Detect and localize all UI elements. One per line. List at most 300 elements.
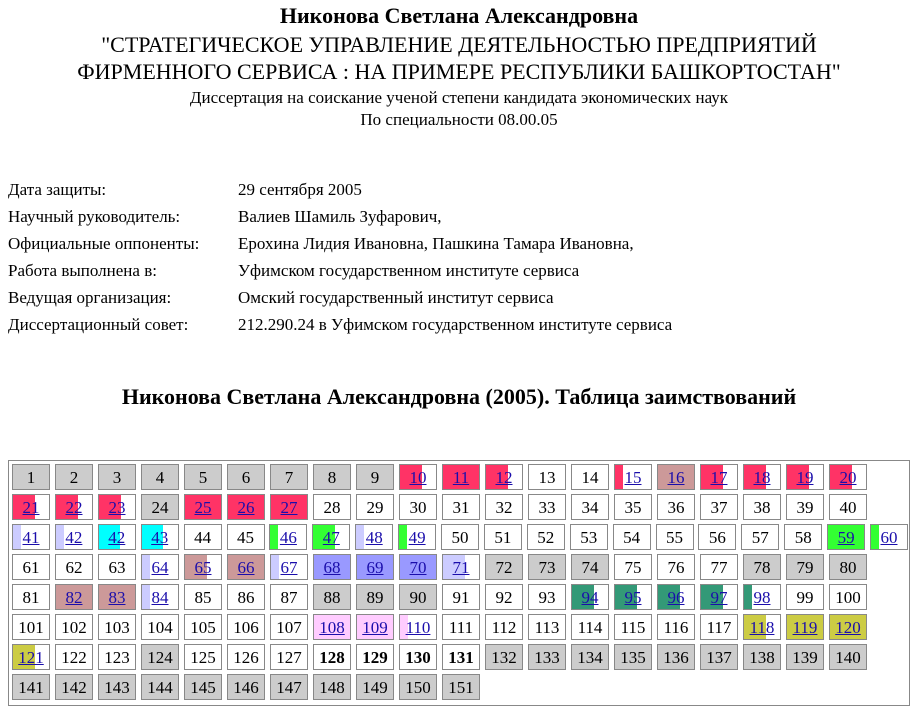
table-cell: [657, 554, 695, 580]
page-number: 112: [491, 618, 517, 637]
page-number: 36: [667, 498, 685, 517]
table-cell: [442, 584, 480, 610]
table-cell[interactable]: [98, 524, 136, 550]
page-number: 29: [366, 498, 384, 517]
table-cell: [399, 494, 437, 520]
page-number: 86: [237, 588, 255, 607]
table-cell: [12, 554, 50, 580]
table-cell: [698, 524, 736, 550]
table-cell: [313, 674, 351, 700]
table-cell[interactable]: [356, 614, 394, 640]
page-link[interactable]: 15: [624, 468, 642, 487]
page-link[interactable]: 69: [366, 558, 384, 577]
info-value: 29 сентября 2005: [238, 180, 362, 199]
page-number: 140: [835, 648, 861, 667]
page-link[interactable]: 66: [237, 558, 255, 577]
table-cell: [227, 584, 265, 610]
page-number: 34: [581, 498, 599, 517]
borrowings-grid: [8, 460, 910, 706]
page-number: 80: [839, 558, 857, 577]
page-link[interactable]: 121: [18, 648, 44, 667]
page-number: 102: [61, 618, 87, 637]
page-number: 148: [319, 678, 345, 697]
page-link[interactable]: 95: [624, 588, 642, 607]
page-number: 75: [624, 558, 642, 577]
table-cell: [743, 644, 781, 670]
table-cell: [356, 464, 394, 490]
table-cell[interactable]: [657, 464, 695, 490]
page-number: 117: [706, 618, 732, 637]
page-number: 137: [706, 648, 732, 667]
page-link[interactable]: 96: [667, 588, 685, 607]
table-cell: [12, 674, 50, 700]
table-cell: [12, 614, 50, 640]
page-link[interactable]: 23: [108, 498, 126, 517]
color-stripe: [142, 555, 150, 579]
page-number: 138: [749, 648, 775, 667]
table-cell[interactable]: [12, 524, 50, 550]
page-number: 63: [108, 558, 126, 577]
page-number: 91: [452, 588, 470, 607]
table-cell: [528, 464, 566, 490]
page-number: 127: [276, 648, 302, 667]
table-cell: [829, 554, 867, 580]
borrowings-table-title: Никонова Светлана Александровна (2005). Таблица заимствований: [121, 384, 797, 409]
table-cell: [528, 494, 566, 520]
table-cell[interactable]: [399, 614, 437, 640]
page-number: 33: [538, 498, 556, 517]
table-cell: [786, 644, 824, 670]
table-cell[interactable]: [786, 614, 824, 640]
table-cell: [141, 644, 179, 670]
table-cell: [184, 584, 222, 610]
table-cell: [227, 614, 265, 640]
table-cell: [184, 524, 222, 550]
color-stripe: [270, 525, 278, 549]
table-cell[interactable]: [743, 584, 781, 610]
table-cell: [98, 464, 136, 490]
info-row: [8, 203, 672, 230]
page-link[interactable]: 67: [280, 558, 298, 577]
table-cell[interactable]: [312, 524, 350, 550]
table-cell[interactable]: [55, 494, 93, 520]
table-cell: [700, 494, 738, 520]
page-number: 74: [581, 558, 599, 577]
page-link[interactable]: 59: [837, 528, 855, 547]
page-number: 3: [112, 468, 122, 487]
page-number: 90: [409, 588, 427, 607]
info-row: [8, 311, 672, 338]
specialty-text: По специальности 08.00.05: [360, 110, 558, 129]
table-cell: [784, 524, 822, 550]
page-link[interactable]: 83: [108, 588, 126, 607]
table-cell: [270, 464, 308, 490]
page-number: 104: [147, 618, 173, 637]
page-link[interactable]: 71: [452, 558, 470, 577]
page-number: 81: [22, 588, 40, 607]
page-number: 61: [22, 558, 40, 577]
table-cell: [657, 644, 695, 670]
table-cell: [485, 554, 523, 580]
table-cell[interactable]: [442, 554, 480, 580]
page-link[interactable]: 41: [22, 528, 40, 547]
page-number: 133: [534, 648, 560, 667]
color-stripe: [13, 525, 21, 549]
table-cell: [614, 644, 652, 670]
info-value: Ерохина Лидия Ивановна, Пашкина Тамара Ивановна,: [238, 234, 634, 253]
page-number: 54: [623, 528, 641, 547]
table-cell: [571, 614, 609, 640]
page-number: 13: [538, 468, 556, 487]
color-stripe: [356, 525, 364, 549]
color-stripe: [56, 525, 64, 549]
page-link[interactable]: 16: [667, 468, 685, 487]
page-link[interactable]: 82: [65, 588, 83, 607]
page-number: 40: [839, 498, 857, 517]
table-cell[interactable]: [184, 554, 222, 580]
table-cell[interactable]: [313, 554, 351, 580]
info-label: Работа выполнена в:: [8, 261, 157, 280]
table-cell: [829, 584, 867, 610]
page-number: 37: [710, 498, 728, 517]
page-number: 107: [276, 618, 302, 637]
table-cell[interactable]: [743, 464, 781, 490]
page-link[interactable]: 43: [151, 528, 169, 547]
table-cell: [700, 644, 738, 670]
page-number: 38: [753, 498, 771, 517]
table-cell: [527, 524, 565, 550]
page-number: 73: [538, 558, 556, 577]
page-number: 5: [198, 468, 208, 487]
page-number: 4: [155, 468, 165, 487]
table-cell: [571, 554, 609, 580]
table-cell[interactable]: [141, 584, 179, 610]
table-cell: [442, 674, 480, 700]
table-cell[interactable]: [399, 464, 437, 490]
color-stripe: [744, 585, 752, 609]
page-link[interactable]: 27: [280, 498, 298, 517]
page-link[interactable]: 64: [151, 558, 169, 577]
page-number: 62: [65, 558, 83, 577]
info-value: Уфимском государственном институте сервиса: [238, 261, 580, 280]
table-cell: [614, 494, 652, 520]
table-cell: [485, 614, 523, 640]
table-cell: [656, 524, 694, 550]
page-number: 145: [190, 678, 216, 697]
page-link[interactable]: 22: [65, 498, 83, 517]
page-link[interactable]: 11: [452, 468, 470, 487]
page-link[interactable]: 20: [839, 468, 857, 487]
page-number: 99: [796, 588, 814, 607]
table-cell: [270, 674, 308, 700]
table-cell[interactable]: [700, 584, 738, 610]
page-number: 123: [104, 648, 130, 667]
table-cell[interactable]: [442, 464, 480, 490]
page-number: 35: [624, 498, 642, 517]
table-cell: [571, 644, 609, 670]
table-cell: [613, 524, 651, 550]
page-number: 30: [409, 498, 427, 517]
table-cell: [12, 584, 50, 610]
page-link[interactable]: 120: [835, 618, 861, 637]
table-cell[interactable]: [55, 584, 93, 610]
info-row: [8, 257, 672, 284]
info-value: 212.290.24 в Уфимском государственном институте сервиса: [238, 315, 673, 334]
page-number: 122: [61, 648, 87, 667]
title-line-1: "СТРАТЕГИЧЕСКОЕ УПРАВЛЕНИЕ ДЕЯТЕЛЬНОСТЬЮ ПРЕДПРИЯТИЙ: [101, 32, 817, 57]
page-number: 57: [751, 528, 769, 547]
page-number: 136: [663, 648, 689, 667]
page-link[interactable]: 10: [409, 468, 427, 487]
page-number: 115: [620, 618, 646, 637]
page-number: 105: [190, 618, 216, 637]
page-link[interactable]: 98: [753, 588, 771, 607]
page-number: 101: [18, 618, 44, 637]
table-cell: [442, 614, 480, 640]
table-cell: [12, 464, 50, 490]
page-number: 143: [104, 678, 130, 697]
color-stripe: [615, 465, 623, 489]
degree-text: Диссертация на соискание ученой степени кандидата экономических наук: [189, 88, 729, 107]
page-link[interactable]: 68: [323, 558, 341, 577]
table-cell: [614, 614, 652, 640]
table-cell: [141, 674, 179, 700]
table-cell: [786, 494, 824, 520]
page-number: 129: [362, 648, 388, 667]
page-number: 141: [18, 678, 44, 697]
page-link[interactable]: 19: [796, 468, 814, 487]
dissertation-title: [0, 31, 918, 85]
info-label: Ведущая организация:: [8, 288, 172, 307]
table-cell: [399, 644, 437, 670]
page-number: 51: [494, 528, 512, 547]
page-link[interactable]: 17: [710, 468, 728, 487]
page-link[interactable]: 97: [710, 588, 728, 607]
table-cell: [356, 674, 394, 700]
table-cell[interactable]: [12, 644, 50, 670]
table-cell[interactable]: [313, 614, 351, 640]
page-number: 103: [104, 618, 130, 637]
page-number: 50: [451, 528, 469, 547]
page-link[interactable]: 94: [581, 588, 599, 607]
table-cell: [485, 494, 523, 520]
table-cell: [98, 554, 136, 580]
page-link[interactable]: 118: [749, 618, 775, 637]
page-link[interactable]: 84: [151, 588, 169, 607]
page-link[interactable]: 46: [279, 528, 297, 547]
table-cell: [442, 644, 480, 670]
table-cell[interactable]: [227, 554, 265, 580]
info-label: Официальные оппоненты:: [8, 234, 200, 253]
table-cell[interactable]: [827, 524, 865, 550]
page-number: 151: [448, 678, 474, 697]
page-number: 134: [577, 648, 603, 667]
page-number: 1: [26, 468, 36, 487]
info-row: [8, 176, 672, 203]
page-number: 132: [491, 648, 517, 667]
page-number: 9: [370, 468, 380, 487]
table-cell[interactable]: [657, 584, 695, 610]
page-link[interactable]: 21: [22, 498, 40, 517]
table-cell: [313, 644, 351, 670]
page-number: 14: [581, 468, 599, 487]
table-cell[interactable]: [614, 464, 652, 490]
page-link[interactable]: 18: [753, 468, 771, 487]
page-number: 88: [323, 588, 341, 607]
page-number: 135: [620, 648, 646, 667]
table-cell: [485, 644, 523, 670]
table-cell: [227, 674, 265, 700]
page-number: 7: [284, 468, 294, 487]
page-number: 58: [794, 528, 812, 547]
page-link[interactable]: 70: [409, 558, 427, 577]
table-cell[interactable]: [270, 494, 308, 520]
page-number: 78: [753, 558, 771, 577]
table-cell: [741, 524, 779, 550]
table-cell[interactable]: [829, 464, 867, 490]
info-row: [8, 230, 672, 257]
table-cell[interactable]: [571, 584, 609, 610]
page-number: 114: [577, 618, 603, 637]
page-link[interactable]: 108: [319, 618, 345, 637]
table-cell[interactable]: [356, 554, 394, 580]
page-number: 125: [190, 648, 216, 667]
page-number: 144: [147, 678, 173, 697]
table-cell: [399, 674, 437, 700]
table-cell[interactable]: [355, 524, 393, 550]
page-link[interactable]: 12: [495, 468, 513, 487]
table-cell: [614, 554, 652, 580]
table-cell: [441, 524, 479, 550]
page-number: 44: [194, 528, 212, 547]
table-cell[interactable]: [870, 524, 908, 550]
title-line-2: ФИРМЕННОГО СЕРВИСА : НА ПРИМЕРЕ РЕСПУБЛИКИ БАШКОРТОСТАН": [77, 59, 841, 84]
table-cell: [141, 494, 179, 520]
page-number: 28: [323, 498, 341, 517]
table-cell[interactable]: [184, 494, 222, 520]
table-cell[interactable]: [829, 614, 867, 640]
page-number: 139: [792, 648, 818, 667]
page-number: 147: [276, 678, 302, 697]
table-cell: [270, 584, 308, 610]
page-number: 106: [233, 618, 259, 637]
page-link[interactable]: 47: [322, 528, 340, 547]
page-number: 87: [280, 588, 298, 607]
page-number: 52: [537, 528, 555, 547]
info-table: [8, 176, 672, 338]
table-cell[interactable]: [12, 494, 50, 520]
page-link[interactable]: 60: [880, 528, 898, 547]
table-cell: [55, 614, 93, 640]
page-number: 131: [448, 648, 474, 667]
page-link[interactable]: 109: [362, 618, 388, 637]
author-name: Никонова Светлана Александровна: [279, 3, 639, 28]
table-cell[interactable]: [270, 554, 308, 580]
table-cell: [743, 554, 781, 580]
table-cell: [700, 614, 738, 640]
table-cell[interactable]: [398, 524, 436, 550]
page-link[interactable]: 119: [792, 618, 818, 637]
info-label: Научный руководитель:: [8, 207, 181, 226]
page-number: 146: [233, 678, 259, 697]
table-cell[interactable]: [485, 464, 523, 490]
table-cell: [55, 674, 93, 700]
table-cell[interactable]: [269, 524, 307, 550]
page-link[interactable]: 25: [194, 498, 212, 517]
table-cell: [227, 524, 265, 550]
page-link[interactable]: 110: [405, 618, 431, 637]
page-number: 45: [237, 528, 254, 547]
table-cell: [98, 614, 136, 640]
table-cell: [484, 524, 522, 550]
page-number: 39: [796, 498, 814, 517]
table-cell: [786, 554, 824, 580]
table-cell: [657, 614, 695, 640]
table-cell[interactable]: [141, 554, 179, 580]
page-link[interactable]: 26: [237, 498, 255, 517]
page-number: 126: [233, 648, 259, 667]
page-number: 76: [667, 558, 685, 577]
page-number: 92: [495, 588, 513, 607]
table-cell: [55, 554, 93, 580]
page-link[interactable]: 65: [194, 558, 212, 577]
page-number: 31: [452, 498, 470, 517]
info-value: Валиев Шамиль Зуфарович,: [238, 207, 442, 226]
page-link[interactable]: 42: [65, 528, 83, 547]
table-cell: [786, 584, 824, 610]
table-cell: [270, 614, 308, 640]
table-cell: [55, 464, 93, 490]
table-cell: [528, 584, 566, 610]
table-cell: [528, 554, 566, 580]
page-number: 2: [69, 468, 79, 487]
info-value: Омский государственный институт сервиса: [238, 288, 554, 307]
table-cell[interactable]: [743, 614, 781, 640]
page-number: 142: [61, 678, 87, 697]
table-cell: [356, 644, 394, 670]
color-stripe: [399, 525, 407, 549]
table-cell[interactable]: [227, 494, 265, 520]
table-cell: [184, 644, 222, 670]
table-cell[interactable]: [399, 554, 437, 580]
table-cell[interactable]: [700, 464, 738, 490]
table-cell: [571, 464, 609, 490]
table-cell: [528, 614, 566, 640]
table-cell: [528, 644, 566, 670]
table-cell: [356, 494, 394, 520]
table-cell: [399, 584, 437, 610]
table-cell: [98, 644, 136, 670]
table-cell: [55, 644, 93, 670]
table-cell[interactable]: [98, 494, 136, 520]
table-cell: [571, 494, 609, 520]
table-cell[interactable]: [614, 584, 652, 610]
table-cell[interactable]: [786, 464, 824, 490]
page-number: 85: [194, 588, 212, 607]
table-cell: [227, 464, 265, 490]
page-number: 77: [710, 558, 728, 577]
page-link[interactable]: 49: [408, 528, 426, 547]
page-link[interactable]: 48: [365, 528, 383, 547]
page-number: 124: [147, 648, 173, 667]
table-cell[interactable]: [55, 524, 93, 550]
page-number: 116: [663, 618, 689, 637]
page-number: 56: [708, 528, 726, 547]
page-link[interactable]: 42: [108, 528, 126, 547]
table-cell[interactable]: [141, 524, 179, 550]
table-cell[interactable]: [98, 584, 136, 610]
page-number: 100: [835, 588, 861, 607]
